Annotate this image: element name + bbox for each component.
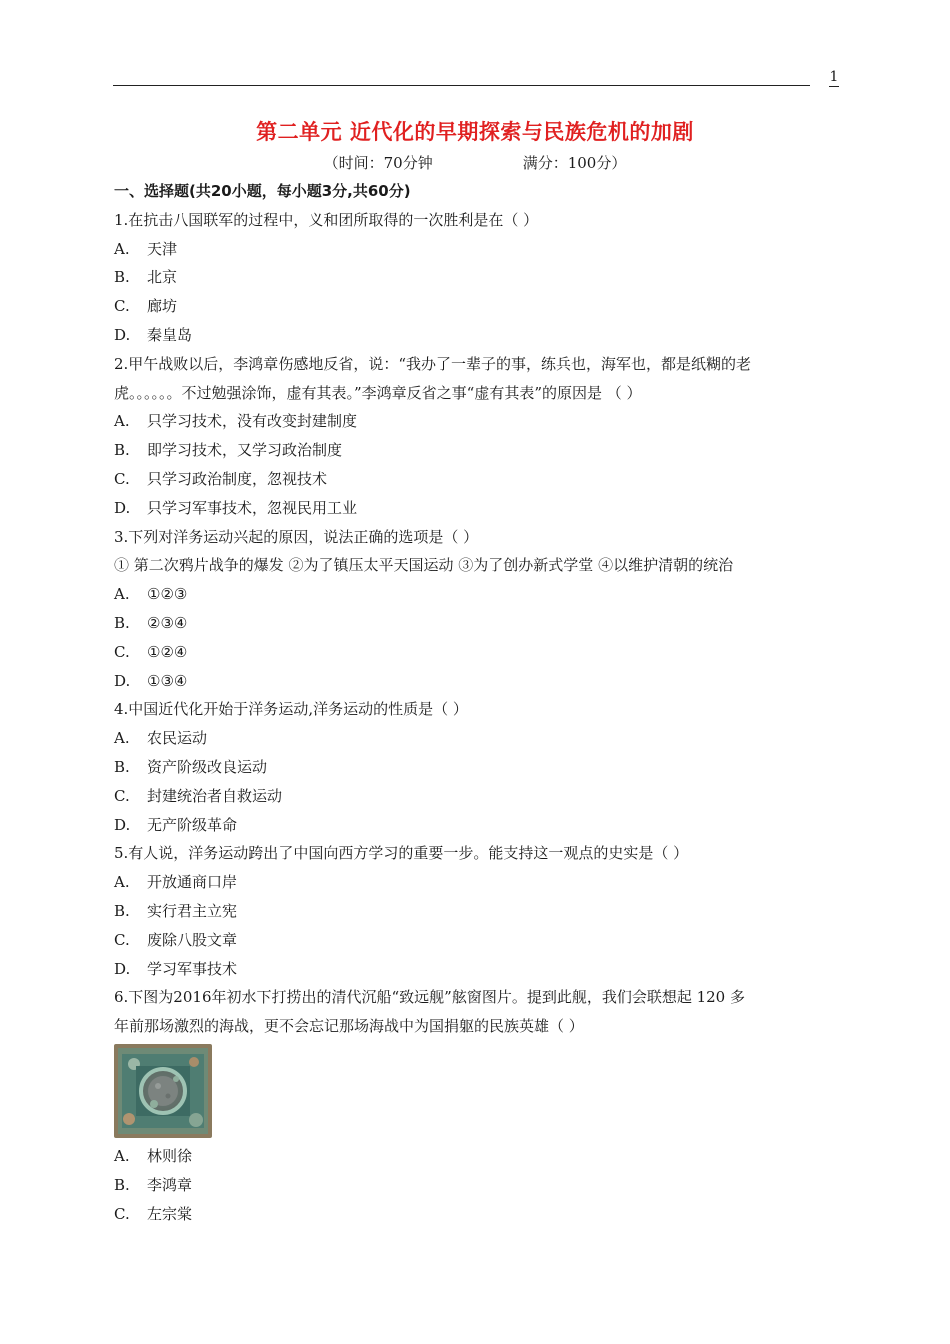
question-stem-cont: 年前那场激烈的海战，更不会忘记那场海战中为国捐躯的民族英雄（ ） bbox=[114, 1017, 584, 1036]
option-b[interactable]: B. 李鸿章 bbox=[114, 1175, 193, 1194]
option-a[interactable]: A. ①②③ bbox=[114, 585, 188, 604]
option-a[interactable]: A. 只学习技术，没有改变封建制度 bbox=[114, 412, 358, 431]
option-b[interactable]: B. ②③④ bbox=[114, 613, 188, 632]
question-5 bbox=[114, 839, 844, 983]
option-c[interactable]: C. ①②④ bbox=[114, 642, 188, 661]
exam-info bbox=[0, 152, 950, 173]
porthole-photo bbox=[114, 1044, 212, 1138]
option-d[interactable]: D. 学习军事技术 bbox=[114, 959, 238, 978]
option-b[interactable]: B. 实行君主立宪 bbox=[114, 901, 238, 920]
question-statements: ① 第二次鸦片战争的爆发 ②为了镇压太平天国运动 ③为了创办新式学堂 ④以维护清朝的统治 bbox=[114, 556, 734, 575]
option-d[interactable]: D. 只学习军事技术，忽视民用工业 bbox=[114, 498, 358, 517]
option-a[interactable]: A. 农民运动 bbox=[114, 729, 208, 748]
question-2 bbox=[114, 350, 844, 523]
question-stem-cont: 虎。。。。。。不过勉强涂饰，虚有其表。”李鸿章反省之事“虚有其表”的原因是 （ ） bbox=[114, 383, 642, 402]
option-b[interactable]: B. 资产阶级改良运动 bbox=[114, 757, 268, 776]
exam-time: （时间：70分钟 bbox=[323, 154, 433, 172]
page-number: 1 bbox=[829, 69, 839, 85]
question-3 bbox=[114, 523, 844, 696]
question-6 bbox=[114, 983, 844, 1228]
option-c[interactable]: C. 只学习政治制度，忽视技术 bbox=[114, 469, 328, 488]
option-c[interactable]: C. 废除八股文章 bbox=[114, 930, 238, 949]
question-1 bbox=[114, 206, 844, 350]
porthole-photo-image bbox=[114, 1044, 212, 1138]
exam-score: 满分：100分） bbox=[522, 154, 627, 172]
option-d[interactable]: D. 秦皇岛 bbox=[114, 325, 193, 344]
question-stem: 4.中国近代化开始于洋务运动,洋务运动的性质是（ ） bbox=[114, 700, 468, 719]
option-a[interactable]: A. 开放通商口岸 bbox=[114, 873, 238, 892]
question-stem: 5.有人说，洋务运动跨出了中国向西方学习的重要一步。能支持这一观点的史实是（ ） bbox=[114, 844, 689, 863]
page-title: 第二单元 近代化的早期探索与民族危机的加剧 bbox=[256, 119, 694, 144]
option-a[interactable]: A. 林则徐 bbox=[114, 1146, 193, 1165]
option-d[interactable]: D. ①③④ bbox=[114, 671, 188, 690]
section-heading: 一、选择题(共20小题，每小题3分,共60分) bbox=[114, 182, 411, 200]
question-list bbox=[114, 177, 844, 1228]
option-c[interactable]: C. 廊坊 bbox=[114, 297, 178, 316]
question-4 bbox=[114, 695, 844, 839]
question-stem: 1.在抗击八国联军的过程中，义和团所取得的一次胜利是在（ ） bbox=[114, 210, 539, 229]
question-stem: 3.下列对洋务运动兴起的原因，说法正确的选项是（ ） bbox=[114, 527, 479, 546]
option-a[interactable]: A. 天津 bbox=[114, 239, 178, 258]
question-stem: 6.下图为2016年初水下打捞出的清代沉船“致远舰”舷窗图片。提到此舰，我们会联想起 120 多 bbox=[114, 988, 745, 1007]
option-b[interactable]: B. 北京 bbox=[114, 268, 178, 287]
header-rule bbox=[113, 85, 810, 86]
option-b[interactable]: B. 即学习技术，又学习政治制度 bbox=[114, 441, 343, 460]
option-d[interactable]: D. 无产阶级革命 bbox=[114, 815, 238, 834]
option-c[interactable]: C. 左宗棠 bbox=[114, 1204, 193, 1223]
question-stem: 2.甲午战败以后，李鸿章伤感地反省，说：“我办了一辈子的事，练兵也，海军也，都是纸糊的老 bbox=[114, 354, 751, 373]
option-c[interactable]: C. 封建统治者自救运动 bbox=[114, 786, 283, 805]
